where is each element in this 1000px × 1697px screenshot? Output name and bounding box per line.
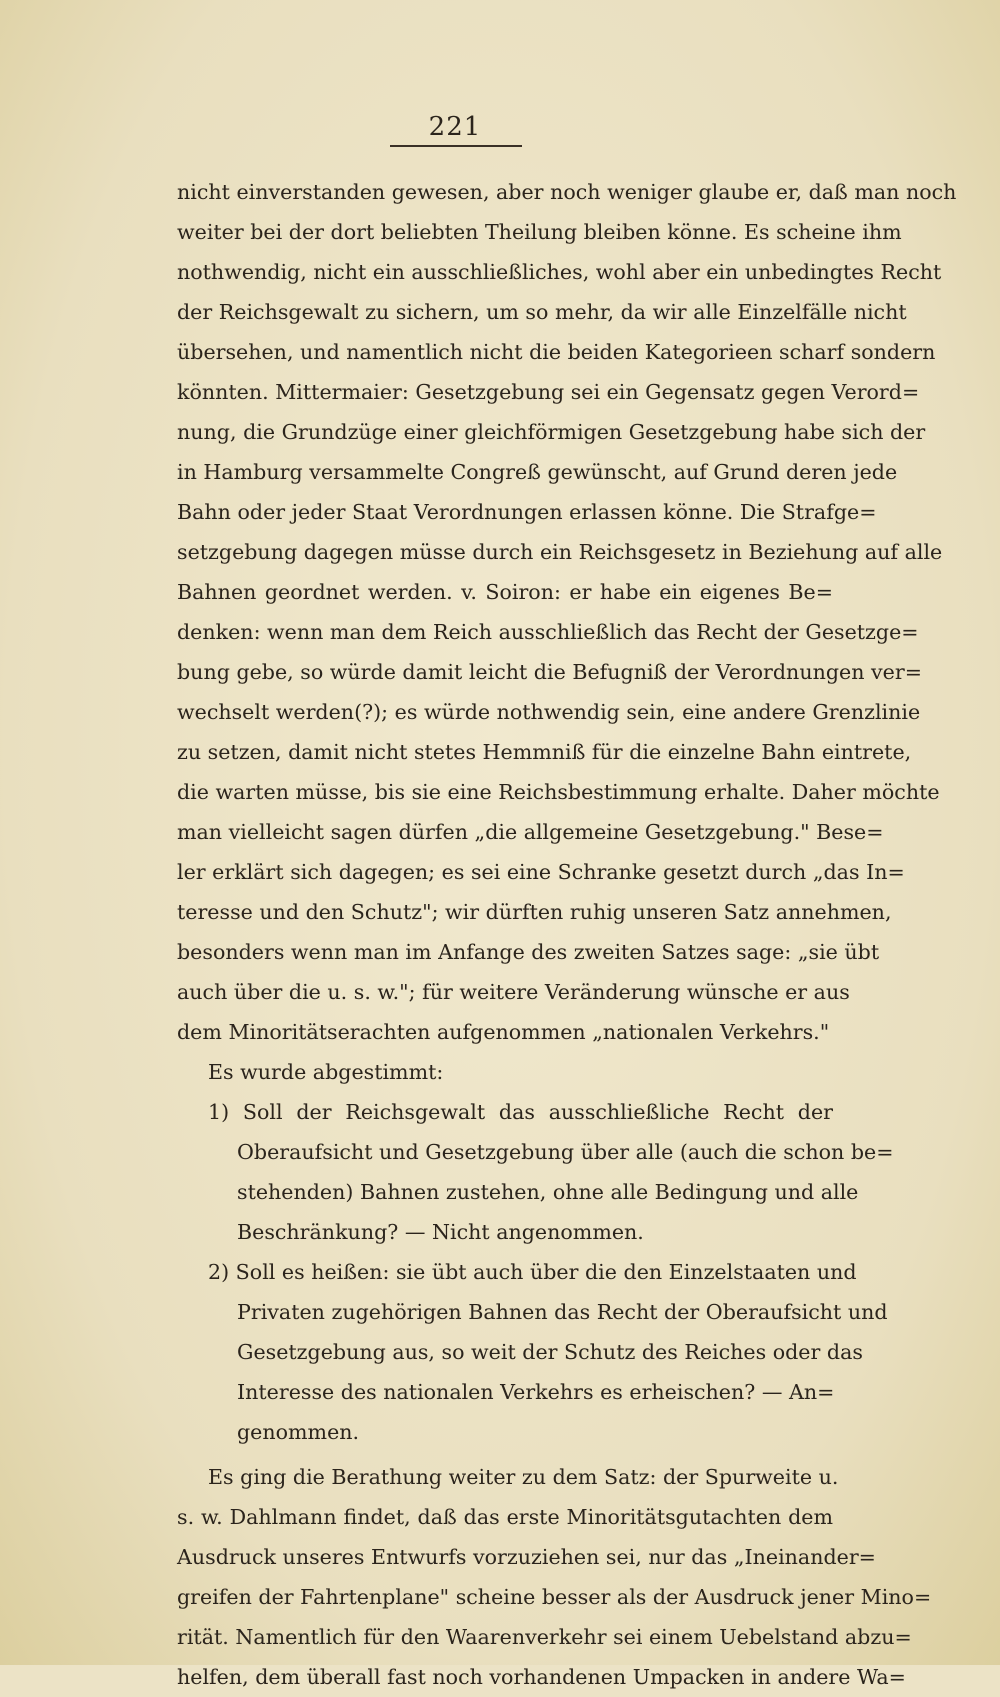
text-line: Ausdruck unseres Entwurfs vorzuziehen sei, nur das „Ineinander= — [177, 1545, 876, 1569]
text-line: weiter bei der dort beliebten Theilung bleiben könne. Es scheine ihm — [177, 220, 902, 244]
text-line: Es wurde abgestimmt: — [208, 1060, 444, 1084]
text-line: die warten müsse, bis sie eine Reichsbestimmung erhalte. Daher möchte — [177, 780, 940, 804]
text-line: man vielleicht sagen dürfen „die allgemeine Gesetzgebung." Bese= — [177, 820, 884, 844]
text-line: zu setzen, damit nicht stetes Hemmniß für die einzelne Bahn eintrete, — [177, 740, 912, 764]
text-line: der Reichsgewalt zu sichern, um so mehr, da wir alle Einzelfälle nicht — [177, 300, 907, 324]
text-line: nicht einverstanden gewesen, aber noch weniger glaube er, daß man noch — [177, 180, 957, 204]
text-line: bung gebe, so würde damit leicht die Befugniß der Verordnungen ver= — [177, 660, 922, 684]
text-line: genommen. — [237, 1420, 360, 1444]
text-line: 2) Soll es heißen: sie übt auch über die den Einzelstaaten und — [208, 1260, 857, 1284]
text-line: teresse und den Schutz"; wir dürften ruhig unseren Satz annehmen, — [177, 900, 892, 924]
text-line: Gesetzgebung aus, so weit der Schutz des Reiches oder das — [237, 1340, 863, 1364]
text-line: greifen der Fahrtenplane" scheine besser als der Ausdruck jener Mino= — [177, 1585, 932, 1609]
text-line: rität. Namentlich für den Waarenverkehr sei einem Uebelstand abzu= — [177, 1625, 912, 1649]
text-line: besonders wenn man im Anfange des zweiten Satzes sage: „sie übt — [177, 940, 880, 964]
text-line: übersehen, und namentlich nicht die beiden Kategorieen scharf sondern — [177, 340, 936, 364]
text-line: dem Minoritätserachten aufgenommen „nationalen Verkehrs." — [177, 1020, 830, 1044]
text-line: Interesse des nationalen Verkehrs es erheischen? — An= — [237, 1380, 835, 1404]
text-line: in Hamburg versammelte Congreß gewünscht, auf Grund deren jede — [177, 460, 898, 484]
text-line: Privaten zugehörigen Bahnen das Recht der Oberaufsicht und — [237, 1300, 888, 1324]
text-line: Beschränkung? — Nicht angenommen. — [237, 1220, 644, 1244]
text-line: setzgebung dagegen müsse durch ein Reichsgesetz in Beziehung auf alle — [177, 540, 943, 564]
text-line: Oberaufsicht und Gesetzgebung über alle (auch die schon be= — [237, 1140, 894, 1164]
text-line: auch über die u. s. w."; für weitere Veränderung wünsche er aus — [177, 980, 850, 1004]
text-line: s. w. Dahlmann findet, daß das erste Minoritätsgutachten dem — [177, 1505, 833, 1529]
text-line: Es ging die Berathung weiter zu dem Satz: der Spurweite u. — [208, 1465, 839, 1489]
page-number: 221 — [428, 112, 482, 142]
text-line: helfen, dem überall fast noch vorhandenen Umpacken in andere Wa= — [177, 1665, 906, 1689]
text-line: nothwendig, nicht ein ausschließliches, wohl aber ein unbedingtes Recht — [177, 260, 942, 284]
text-line: nung, die Grundzüge einer gleichförmigen Gesetzgebung habe sich der — [177, 420, 926, 444]
text-line: 1) Soll der Reichsgewalt das ausschließliche Recht der — [208, 1100, 833, 1124]
text-line: denken: wenn man dem Reich ausschließlich das Recht der Gesetzge= — [177, 620, 919, 644]
text-line: wechselt werden(?); es würde nothwendig sein, eine andere Grenzlinie — [177, 700, 921, 724]
text-line: Bahn oder jeder Staat Verordnungen erlassen könne. Die Strafge= — [177, 500, 877, 524]
text-line: Bahnen geordnet werden. v. Soiron: er habe ein eigenes Be= — [177, 580, 833, 604]
text-line: könnten. Mittermaier: Gesetzgebung sei ein Gegensatz gegen Verord= — [177, 380, 920, 404]
text-line: ler erklärt sich dagegen; es sei eine Schranke gesetzt durch „das In= — [177, 860, 905, 884]
text-line: stehenden) Bahnen zustehen, ohne alle Bedingung und alle — [237, 1180, 859, 1204]
page-number-rule — [390, 145, 522, 147]
